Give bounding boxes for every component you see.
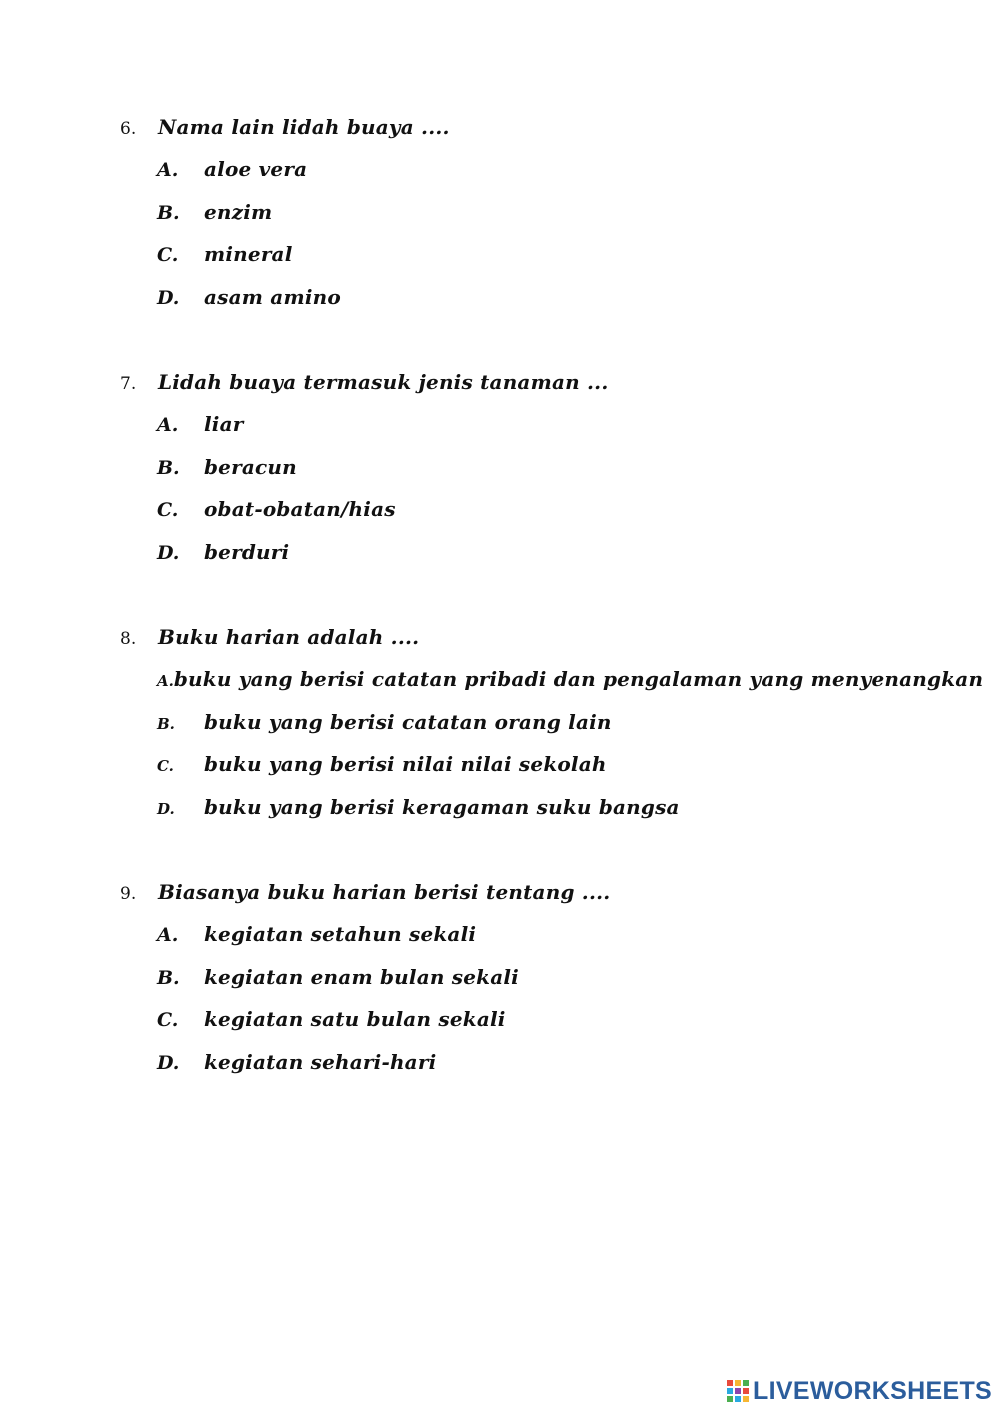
option-c[interactable] [157, 752, 940, 795]
question-number: 7. [120, 374, 137, 394]
question-9 [120, 880, 940, 1092]
option-letter: B. [157, 714, 175, 733]
option-c[interactable] [157, 242, 940, 285]
option-text: mineral [204, 242, 293, 266]
question-6 [120, 115, 940, 327]
question-number: 6. [120, 119, 137, 139]
option-text: buku yang berisi nilai nilai sekolah [204, 752, 607, 776]
option-text: buku yang berisi catatan orang lain [204, 709, 612, 734]
option-letter: C. [157, 499, 179, 521]
option-letter: A. [157, 672, 174, 690]
brand-name: LIVEWORKSHEETS [753, 1376, 992, 1405]
option-a[interactable] [157, 922, 940, 965]
question-text: Buku harian adalah .... [158, 625, 420, 649]
liveworksheets-logo-icon [727, 1380, 749, 1402]
liveworksheets-branding [727, 1377, 992, 1405]
option-letter: D. [157, 541, 180, 564]
question-8 [120, 625, 984, 837]
option-text: kegiatan enam bulan sekali [204, 964, 519, 989]
option-text: kegiatan setahun sekali [204, 922, 477, 946]
option-letter: D. [157, 286, 180, 309]
option-text: beracun [204, 454, 297, 479]
option-b[interactable] [157, 710, 940, 753]
option-text: enzim [204, 199, 273, 224]
option-text: kegiatan sehari-hari [204, 1049, 437, 1074]
option-text: buku yang berisi keragaman suku bangsa [204, 794, 680, 819]
option-letter: D. [157, 1051, 180, 1074]
option-text: berduri [204, 539, 290, 564]
question-stem [120, 880, 940, 922]
question-stem [120, 115, 940, 157]
option-letter: A. [157, 924, 179, 946]
option-letter: C. [157, 757, 174, 775]
question-stem [120, 625, 940, 667]
question-text: Biasanya buku harian berisi tentang .... [158, 880, 611, 904]
option-text: aloe vera [204, 157, 308, 181]
option-letter: C. [157, 244, 179, 266]
option-text: asam amino [204, 284, 341, 309]
option-letter: B. [157, 966, 180, 989]
option-d[interactable] [157, 540, 940, 583]
question-text: Nama lain lidah buaya .... [158, 115, 450, 139]
question-number: 9. [120, 884, 137, 904]
option-letter: A. [157, 414, 179, 436]
option-a[interactable] [157, 412, 940, 455]
option-d[interactable] [157, 795, 940, 838]
option-d[interactable] [157, 1050, 940, 1093]
option-a[interactable] [157, 667, 984, 710]
question-text: Lidah buaya termasuk jenis tanaman ... [158, 370, 609, 394]
question-number: 8. [120, 629, 137, 649]
option-b[interactable] [157, 455, 940, 498]
option-text: obat-obatan/hias [204, 497, 396, 521]
option-a[interactable] [157, 157, 940, 200]
option-text: liar [204, 412, 244, 436]
option-text: buku yang berisi catatan pribadi dan pengalaman yang menyenangkan [173, 667, 984, 691]
option-letter: B. [157, 201, 180, 224]
option-text: kegiatan satu bulan sekali [204, 1007, 506, 1031]
option-b[interactable] [157, 965, 940, 1008]
option-d[interactable] [157, 285, 940, 328]
option-c[interactable] [157, 497, 940, 540]
option-letter: D. [157, 799, 175, 818]
option-letter: C. [157, 1009, 179, 1031]
question-7 [120, 370, 940, 582]
option-b[interactable] [157, 200, 940, 243]
option-c[interactable] [157, 1007, 940, 1050]
option-letter: B. [157, 456, 180, 479]
option-letter: A. [157, 159, 179, 181]
question-stem [120, 370, 940, 412]
